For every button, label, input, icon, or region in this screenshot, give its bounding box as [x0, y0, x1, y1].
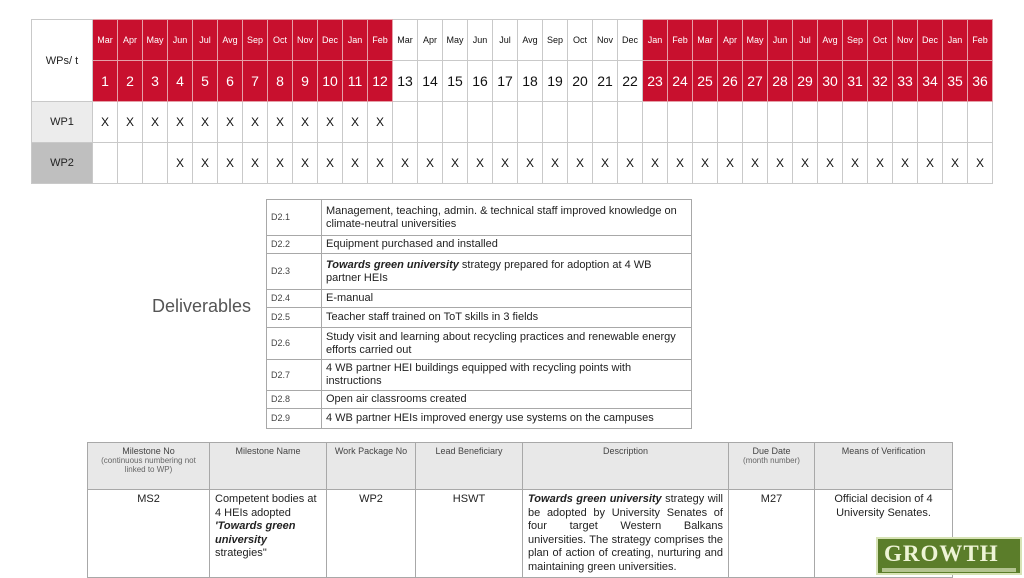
milestone-name [210, 490, 327, 578]
header-milestone-no [88, 443, 210, 490]
milestone-row [88, 490, 953, 578]
month-number: 4 [168, 61, 193, 102]
month-number: 27 [743, 61, 768, 102]
gantt-cell [893, 102, 918, 143]
gantt-cell [768, 102, 793, 143]
gantt-cell: X [793, 143, 818, 184]
growth-logo-text: GROWTH [884, 541, 999, 566]
deliverable-row [267, 200, 692, 236]
milestones-header-row [88, 443, 953, 490]
month-number: 24 [668, 61, 693, 102]
month-number: 16 [468, 61, 493, 102]
header-work-package: Work Package No [327, 443, 416, 490]
gantt-cell [568, 102, 593, 143]
month-number: 10 [318, 61, 343, 102]
month-label: Jun [168, 20, 193, 61]
month-label: Feb [968, 20, 993, 61]
month-label: Dec [618, 20, 643, 61]
header-due-date [729, 443, 815, 490]
gantt-cell: X [293, 102, 318, 143]
gantt-cell [868, 102, 893, 143]
wp2-label: WP2 [32, 143, 93, 184]
month-label: Jul [793, 20, 818, 61]
gantt-cell: X [593, 143, 618, 184]
gantt-cell [468, 102, 493, 143]
deliverables-table [266, 199, 692, 429]
deliverable-code: D2.4 [267, 290, 322, 308]
wp1-row [32, 102, 993, 143]
months-row [32, 20, 993, 61]
month-label: Apr [418, 20, 443, 61]
month-number: 33 [893, 61, 918, 102]
month-number: 17 [493, 61, 518, 102]
month-number: 31 [843, 61, 868, 102]
gantt-cell: X [268, 143, 293, 184]
gantt-cell [918, 102, 943, 143]
month-number: 21 [593, 61, 618, 102]
deliverable-row [267, 308, 692, 328]
gantt-cell [818, 102, 843, 143]
deliverable-description: Open air classrooms created [326, 393, 467, 405]
month-label: Jun [468, 20, 493, 61]
month-label: Nov [893, 20, 918, 61]
deliverable-emphasis: Towards green university [326, 258, 459, 271]
month-label: Jan [343, 20, 368, 61]
deliverable-text [322, 236, 692, 254]
deliverable-description: Study visit and learning about recycling practices and renewable energy efforts carried out [326, 330, 676, 356]
month-number: 2 [118, 61, 143, 102]
milestone-description [523, 490, 729, 578]
gantt-cell [593, 102, 618, 143]
header-milestone-no-sub: (continuous numbering not linked to WP) [101, 456, 196, 474]
deliverable-text [322, 328, 692, 360]
month-number: 25 [693, 61, 718, 102]
gantt-cell: X [743, 143, 768, 184]
month-label: Avg [218, 20, 243, 61]
deliverable-description: Teacher staff trained on ToT skills in 3 fields [326, 311, 539, 323]
month-label: Avg [518, 20, 543, 61]
deliverable-text [322, 200, 692, 236]
gantt-chart [31, 19, 993, 184]
gantt-cell: X [443, 143, 468, 184]
gantt-cell: X [243, 102, 268, 143]
deliverable-code: D2.1 [267, 200, 322, 236]
gantt-cell [693, 102, 718, 143]
milestone-description-text: strategy will be adopted by University Senates of four target Western Balkans universities. The strategy comprises the plan of action of creating, nurturing and maintaining green universities. [528, 493, 723, 573]
gantt-cell [93, 143, 118, 184]
month-number: 34 [918, 61, 943, 102]
month-number: 1 [93, 61, 118, 102]
gantt-cell [968, 102, 993, 143]
gantt-cell: X [368, 143, 393, 184]
month-label: Nov [593, 20, 618, 61]
milestones-table [87, 442, 953, 578]
gantt-cell: X [118, 102, 143, 143]
deliverable-text [322, 308, 692, 328]
month-label: Jan [943, 20, 968, 61]
gantt-cell [543, 102, 568, 143]
header-milestone-name: Milestone Name [210, 443, 327, 490]
month-label: Jul [493, 20, 518, 61]
gantt-cell [118, 143, 143, 184]
gantt-cell: X [918, 143, 943, 184]
month-label: Sep [243, 20, 268, 61]
month-label: May [143, 20, 168, 61]
gantt-cell: X [468, 143, 493, 184]
deliverable-description: 4 WB partner HEIs improved energy use systems on the campuses [326, 412, 654, 424]
gantt-cell: X [818, 143, 843, 184]
gantt-cell: X [718, 143, 743, 184]
deliverable-row [267, 290, 692, 308]
month-number: 13 [393, 61, 418, 102]
gantt-cell: X [193, 102, 218, 143]
gantt-cell: X [218, 102, 243, 143]
header-milestone-no-text: Milestone No [122, 446, 175, 456]
gantt-cell [643, 102, 668, 143]
gantt-cell: X [493, 143, 518, 184]
gantt-cell: X [218, 143, 243, 184]
month-number: 9 [293, 61, 318, 102]
milestone-means-of-verification: Official decision of 4 University Senates. [815, 490, 953, 578]
deliverable-code: D2.6 [267, 328, 322, 360]
month-number: 15 [443, 61, 468, 102]
gantt-cell [418, 102, 443, 143]
wp2-row [32, 143, 993, 184]
month-number: 20 [568, 61, 593, 102]
deliverable-description: 4 WB partner HEI buildings equipped with recycling points with instructions [326, 362, 632, 387]
growth-logo [876, 537, 1022, 575]
milestone-name-post: strategies'' [215, 547, 267, 559]
month-number: 6 [218, 61, 243, 102]
month-label: Oct [268, 20, 293, 61]
gantt-cell: X [843, 143, 868, 184]
gantt-cell: X [393, 143, 418, 184]
month-number: 35 [943, 61, 968, 102]
deliverable-description: Equipment purchased and installed [326, 238, 498, 250]
milestone-no: MS2 [88, 490, 210, 578]
month-label: Jul [193, 20, 218, 61]
gantt-cell [743, 102, 768, 143]
gantt-cell [493, 102, 518, 143]
deliverable-text [322, 254, 692, 290]
growth-logo-tagline-bar [882, 568, 1016, 572]
gantt-cell: X [318, 102, 343, 143]
deliverable-code: D2.7 [267, 360, 322, 391]
gantt-cell: X [543, 143, 568, 184]
deliverable-code: D2.3 [267, 254, 322, 290]
month-number: 14 [418, 61, 443, 102]
month-label: Nov [293, 20, 318, 61]
gantt-cell [393, 102, 418, 143]
header-lead-beneficiary: Lead Beneficiary [416, 443, 523, 490]
month-number: 22 [618, 61, 643, 102]
month-number: 11 [343, 61, 368, 102]
gantt-cell: X [168, 102, 193, 143]
month-label: Apr [118, 20, 143, 61]
gantt-cell: X [268, 102, 293, 143]
gantt-cell: X [343, 143, 368, 184]
month-label: Mar [93, 20, 118, 61]
milestone-lead: HSWT [416, 490, 523, 578]
month-label: Feb [668, 20, 693, 61]
gantt-cell: X [668, 143, 693, 184]
milestone-name-emphasis: 'Towards green university [215, 520, 296, 546]
gantt-cell: X [518, 143, 543, 184]
milestone-name-pre: Competent bodies at 4 HEIs adopted [215, 493, 317, 519]
gantt-cell [618, 102, 643, 143]
gantt-cell [793, 102, 818, 143]
month-label: Dec [918, 20, 943, 61]
month-number: 12 [368, 61, 393, 102]
gantt-cell: X [418, 143, 443, 184]
header-means-of-verification: Means of Verification [815, 443, 953, 490]
month-label: Avg [818, 20, 843, 61]
deliverables-title: Deliverables [152, 296, 252, 316]
month-number: 30 [818, 61, 843, 102]
gantt-cell: X [943, 143, 968, 184]
month-number: 29 [793, 61, 818, 102]
month-number: 36 [968, 61, 993, 102]
gantt-cell: X [868, 143, 893, 184]
milestone-description-emphasis: Towards green university [528, 493, 662, 505]
deliverable-text [322, 409, 692, 429]
gantt-cell: X [143, 102, 168, 143]
deliverable-code: D2.8 [267, 391, 322, 409]
milestone-work-package: WP2 [327, 490, 416, 578]
gantt-cell: X [693, 143, 718, 184]
month-number: 19 [543, 61, 568, 102]
header-due-date-sub: (month number) [743, 456, 800, 465]
deliverable-description: Management, teaching, admin. & technical staff improved knowledge on climate-neutral universities [326, 204, 677, 230]
gantt-cell: X [618, 143, 643, 184]
gantt-cell: X [968, 143, 993, 184]
month-number: 3 [143, 61, 168, 102]
gantt-cell: X [768, 143, 793, 184]
deliverable-text [322, 391, 692, 409]
gantt-cell [143, 143, 168, 184]
header-due-date-text: Due Date [752, 446, 791, 456]
deliverable-text [322, 290, 692, 308]
deliverable-code: D2.2 [267, 236, 322, 254]
deliverable-row [267, 409, 692, 429]
month-number: 32 [868, 61, 893, 102]
gantt-cell [718, 102, 743, 143]
gantt-cell: X [243, 143, 268, 184]
header-description: Description [523, 443, 729, 490]
month-number: 28 [768, 61, 793, 102]
gantt-cell: X [168, 143, 193, 184]
month-label: May [443, 20, 468, 61]
deliverable-row [267, 254, 692, 290]
wp1-label: WP1 [32, 102, 93, 143]
gantt-cell: X [343, 102, 368, 143]
gantt-cell: X [93, 102, 118, 143]
month-label: Oct [868, 20, 893, 61]
month-number: 7 [243, 61, 268, 102]
month-number: 26 [718, 61, 743, 102]
month-numbers-row [32, 61, 993, 102]
month-label: Jun [768, 20, 793, 61]
deliverable-description: E-manual [326, 292, 374, 304]
gantt-cell: X [893, 143, 918, 184]
gantt-cell: X [318, 143, 343, 184]
gantt-cell [843, 102, 868, 143]
deliverable-row [267, 236, 692, 254]
deliverable-code: D2.9 [267, 409, 322, 429]
month-label: Sep [843, 20, 868, 61]
month-label: Mar [393, 20, 418, 61]
month-label: Jan [643, 20, 668, 61]
month-number: 23 [643, 61, 668, 102]
corner-label: WPs/ t [32, 20, 93, 102]
month-label: Mar [693, 20, 718, 61]
gantt-cell [518, 102, 543, 143]
month-label: Apr [718, 20, 743, 61]
deliverable-text [322, 360, 692, 391]
month-label: May [743, 20, 768, 61]
deliverable-description: strategy prepared for adoption at 4 WB partner HEIs [326, 258, 652, 284]
gantt-cell [943, 102, 968, 143]
deliverable-row [267, 391, 692, 409]
month-label: Oct [568, 20, 593, 61]
deliverable-row [267, 360, 692, 391]
deliverable-row [267, 328, 692, 360]
gantt-cell: X [568, 143, 593, 184]
milestone-due-date: M27 [729, 490, 815, 578]
gantt-cell [443, 102, 468, 143]
month-number: 18 [518, 61, 543, 102]
gantt-cell: X [368, 102, 393, 143]
month-label: Dec [318, 20, 343, 61]
month-label: Feb [368, 20, 393, 61]
month-label: Sep [543, 20, 568, 61]
month-number: 8 [268, 61, 293, 102]
gantt-cell [668, 102, 693, 143]
deliverable-code: D2.5 [267, 308, 322, 328]
month-number: 5 [193, 61, 218, 102]
gantt-cell: X [193, 143, 218, 184]
gantt-cell: X [643, 143, 668, 184]
gantt-cell: X [293, 143, 318, 184]
